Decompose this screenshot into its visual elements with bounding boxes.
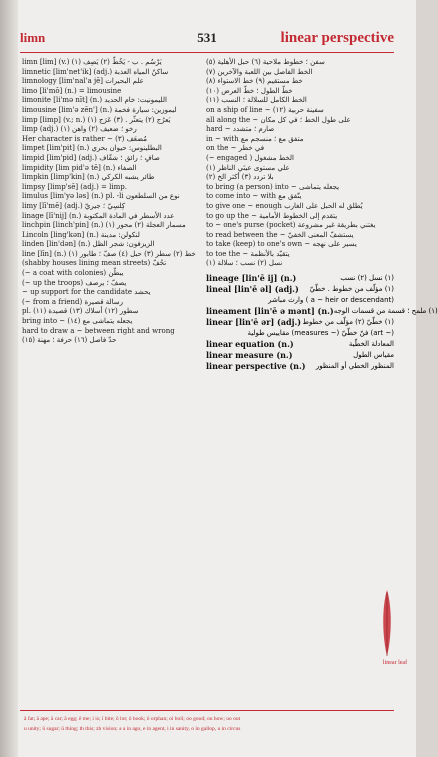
guide-word-right: linear perspective xyxy=(280,30,394,46)
dictionary-line: limp (adj.) (١) رخو ؛ ضعيف (٢) واهن xyxy=(22,125,137,134)
dictionary-line: (٧) الخط الفاصل بين اللعبة والآخرين xyxy=(206,67,313,76)
entry-headword: linear measure (n.) xyxy=(206,350,293,361)
dictionary-line: (~ from a friend) رسالة قصيرة xyxy=(22,297,124,306)
pronunciation-key-line: u unity; ū sugar; ŭ thing; th this; zh vision; ə a in ago, e in agent, i in sanity, o in gallop, u in circus xyxy=(24,726,241,732)
dictionary-line: on the ~ في خطر xyxy=(206,144,265,153)
dictionary-line: linchpin [linch'pin] (n.) (١) مسمار العجلة (٢) محور xyxy=(22,221,186,230)
dictionary-entry xyxy=(206,328,394,339)
dictionary-line: limo [li'mō] (n.) = limousine xyxy=(22,86,122,95)
dictionary-entry xyxy=(206,306,438,317)
dictionary-line: limulus [lim'yə ləs] (n.) pl. -li نوع من السلطعون xyxy=(22,192,180,201)
entry-gloss: المنظور الخطي أو المنظور xyxy=(315,362,394,371)
dictionary-line: (~ up the troops) يصفّ ؛ يرصف xyxy=(22,278,127,287)
dictionary-line: limpet [lim'pit] (n.) البطلينوس: حيوان بحري xyxy=(22,144,162,153)
entry-headword: linear [lin'ē ər] (adj.) xyxy=(206,317,302,328)
dictionary-line: linden [lin'dən] (n.) الزيزفون: شجر الظل xyxy=(22,240,155,249)
entry-headword: lineament [lin'ē ə mənt] (n.) xyxy=(206,306,334,317)
entry-headword: lineal [lin'ē əl] (adj.) xyxy=(206,284,299,295)
entry-gloss: (١) خطّيّ (٢) مؤلّف من خطوط xyxy=(302,318,394,327)
dictionary-line: (١٠) خطّ الطول ؛ خطّ العرض xyxy=(206,86,293,95)
dictionary-line: ~ up support for the candidate يحشد xyxy=(22,288,151,297)
header-rule xyxy=(20,52,394,53)
entry-headword: linear equation (n.) xyxy=(206,339,294,350)
left-column xyxy=(22,58,200,707)
guide-word-left: limn xyxy=(20,30,46,45)
right-column-entries xyxy=(206,273,438,372)
dictionary-entry xyxy=(206,317,394,328)
dictionary-line: limpid [lim'pid] (adj.) صافٍ ؛ رائق ؛ شفّاف xyxy=(22,153,160,162)
dictionary-line: (٥) سفن ؛ خطوط ملاحية (٦) حبل الأهلية xyxy=(206,58,325,66)
dictionary-line: linage [lī'nij] (n.) عدد الأسطر في المادة المكتوبة xyxy=(22,211,175,220)
dictionary-line: (shabby houses lining mean streets) تحُفّ xyxy=(22,259,167,268)
entry-gloss: (١) مؤلّف من خطوط . خطّيّ xyxy=(309,285,394,294)
dictionary-entry xyxy=(206,361,394,372)
entry-headword: linear perspective (n.) xyxy=(206,361,306,372)
dictionary-line: hard to draw a ~ between right and wrong xyxy=(22,326,175,335)
page-gutter-shadow xyxy=(0,0,18,757)
dictionary-line: limonite [li'mə nīt] (n.) الليمونيت: خام الحديد xyxy=(22,96,167,105)
dictionary-line: Her character is rather ~ (٣) مُضعَف xyxy=(22,134,148,143)
entry-gloss: مقياس الطول xyxy=(353,351,394,360)
dictionary-line: limpsy [limp'sē] (adj.) = limp. xyxy=(22,182,127,191)
dictionary-line: (١٥) حدّ فاصل (١٦) حرفة ؛ مهنة xyxy=(22,336,117,345)
dictionary-entry xyxy=(206,273,394,284)
dictionary-line: (١) نسل (٢) نسب ؛ سلالة xyxy=(206,259,283,268)
dictionary-line: limn [lim] (v.) (١) يَرْسُم . ب - يَخُطّ (٢) يَصِف xyxy=(22,58,162,66)
dictionary-entry xyxy=(206,284,394,295)
dictionary-line: to come into ~ with يتّفق مع xyxy=(206,192,302,201)
entry-gloss: (١) نسل (٢) نسب xyxy=(340,274,394,283)
pronunciation-key-line: ă fat; ā ape; ä car; ā egg; ē me; i is; ī bite; ō lot; ō book; ŏ orphan; oi boil; oo good; ou how; uo out xyxy=(24,716,241,722)
dictionary-line: to toe the ~ يتقيّد بالأنظمة xyxy=(206,249,290,258)
dictionary-line: all along the ~ على طول الخط ؛ في كل مكان xyxy=(206,115,351,124)
dictionary-line: (~ engaged ) الخط مشغول xyxy=(206,153,294,162)
page-number: 531 xyxy=(197,30,217,45)
dictionary-line: pl. (١١) سطور (١٢) أسلاك (١٣) قصيدة xyxy=(22,307,139,316)
entry-gloss: (١) ملمح ؛ قسمة من قسمات الوجه xyxy=(333,307,438,316)
dictionary-line: bring into ~ (١٤) يجعله يتماشى مع xyxy=(22,317,133,326)
dictionary-line: (١١) الخط الكامل للسلالة ؛ النسب xyxy=(206,96,307,105)
right-column-lines xyxy=(206,58,394,269)
page-header xyxy=(20,30,394,52)
dictionary-line: limy [lī'mē] (adj.) كِلسِيّ ؛ جيريّ xyxy=(22,201,126,210)
dictionary-line: (~ a coat with colonies) يبطّن xyxy=(22,269,124,278)
dictionary-line: on a ship of line ~ (١٢) سفينة حربية xyxy=(206,105,324,114)
entry-headword: lineage [lin'ē ij] (n.) xyxy=(206,273,297,284)
illustration-caption: linear leaf xyxy=(382,660,408,666)
dictionary-line: (١) علي مستوى عينَي الناظر xyxy=(206,163,290,172)
dictionary-entry xyxy=(206,339,394,350)
footer-rule xyxy=(20,710,394,711)
dictionary-line: to read between the ~ يستشفّ المعنى الخفيّ xyxy=(206,230,354,239)
entry-gloss: المعادلة الخطّية xyxy=(348,340,394,349)
dictionary-line: to give one ~ enough يُطلق له الحبل على الغارب xyxy=(206,201,363,210)
entry-gloss: (a ~ heir or descendant ) وارث مباشر xyxy=(268,296,394,305)
dictionary-line: to go up the ~ يتقدم إلى الخطوط الأمامية xyxy=(206,211,338,220)
dictionary-entry xyxy=(206,295,394,306)
pronunciation-key xyxy=(24,714,394,734)
dictionary-line: hard ~ صارم ؛ متشدد xyxy=(206,125,275,134)
linear-leaf-illustration xyxy=(380,588,394,658)
dictionary-line: to bring (a person) into ~ يجعله يتماشى xyxy=(206,182,340,191)
dictionary-entry xyxy=(206,350,394,361)
dictionary-line: line [līn] (n.) (١) خط (٢) سطر (٣) حبل (٤) صفّ ؛ طابور xyxy=(22,249,196,258)
dictionary-line: limousine [lim'ə zēn'] (n.) ليموزين: سيارة فخمة xyxy=(22,105,177,114)
entry-gloss: (~ art) فنّ خطّيّ (~ measures) مقاييس طولية xyxy=(247,329,394,338)
dictionary-line: in ~ with متفق مع ؛ منسجم مع xyxy=(206,134,304,143)
dictionary-line: limnology [lim'nal'a jē] علم البحيرات xyxy=(22,77,144,86)
dictionary-line: (٢) بلا تردد (٣) أكثر الخ xyxy=(206,173,274,182)
dictionary-line: limpkin [limp'kin] (n.) طائر يشبه الكركي xyxy=(22,173,155,182)
dictionary-line: (٨) خط مستقيم (٩) خط الاستواء xyxy=(206,77,303,86)
dictionary-line: limnetic [lim'net'ik] (adj.) ساكنٌ المياه العذبة xyxy=(22,67,169,76)
dictionary-line: to ~ one's purse (pocket) يغتني بطريقة غير مشروعة xyxy=(206,221,376,230)
dictionary-line: Lincoln [ling'kən] (n.) لنكولن: مدينة xyxy=(22,230,140,239)
dictionary-line: to take (keep) to one's own ~ يسير على نهجه xyxy=(206,240,357,249)
dictionary-line: limp [limp] (v.; n.) (١) يَعرُج (٢) يتعثّر . (٣) عَرَج xyxy=(22,115,171,124)
dictionary-line: limpidity [lim pid'ə tē] (n.) الصفاء xyxy=(22,163,137,172)
